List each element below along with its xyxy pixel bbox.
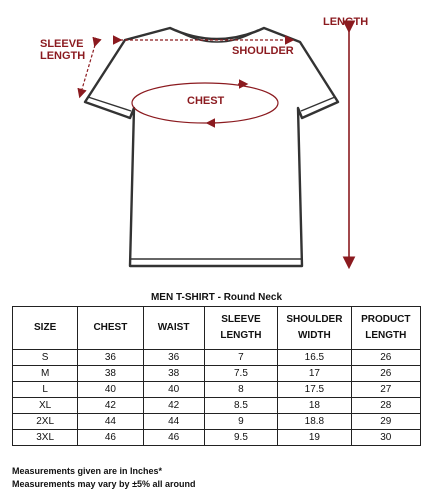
header-product-length <box>351 307 420 350</box>
table-cell: 16.5 <box>278 350 351 366</box>
table-cell: 8.5 <box>204 398 277 414</box>
header-text: LENGTH <box>220 330 262 341</box>
table-cell: 26 <box>351 350 420 366</box>
table-row <box>13 366 421 382</box>
sleeve-label-line1: SLEEVE <box>40 38 84 50</box>
table-cell: 18 <box>278 398 351 414</box>
length-label: LENGTH <box>323 16 369 28</box>
table-cell: 46 <box>78 430 143 446</box>
header-text: SHOULDER <box>286 314 343 325</box>
table-cell: 27 <box>351 382 420 398</box>
sleeve-length-label <box>40 38 85 62</box>
table-cell: 30 <box>351 430 420 446</box>
table-cell: 8 <box>204 382 277 398</box>
header-sleeve-length <box>204 307 277 350</box>
table-cell: XL <box>13 398 78 414</box>
header-text: SLEEVE <box>221 314 261 325</box>
table-cell: 40 <box>143 382 204 398</box>
table-row <box>13 350 421 366</box>
table-cell: 9.5 <box>204 430 277 446</box>
header-chest <box>78 307 143 350</box>
table-cell: 36 <box>143 350 204 366</box>
chest-label: CHEST <box>187 95 225 107</box>
table-cell: 38 <box>78 366 143 382</box>
table-cell: 26 <box>351 366 420 382</box>
table-cell: 9 <box>204 414 277 430</box>
table-cell: 36 <box>78 350 143 366</box>
table-cell: 18.8 <box>278 414 351 430</box>
table-cell: 7.5 <box>204 366 277 382</box>
table-title: MEN T-SHIRT - Round Neck <box>150 292 283 303</box>
sleeve-label-line2: LENGTH <box>40 50 86 62</box>
header-text: CHEST <box>93 322 128 333</box>
table-cell: 3XL <box>13 430 78 446</box>
table-cell: 42 <box>143 398 204 414</box>
table-cell: 17 <box>278 366 351 382</box>
measurement-note: Measurements given are in Inches* <box>12 466 163 476</box>
header-text: WAIST <box>157 322 190 333</box>
variance-note: Measurements may vary by ±5% all around <box>12 479 196 489</box>
tshirt-outline <box>85 28 338 266</box>
table-cell: 19 <box>278 430 351 446</box>
header-text: LENGTH <box>365 330 407 341</box>
table-cell: 40 <box>78 382 143 398</box>
table-cell: 44 <box>78 414 143 430</box>
table-cell: 17.5 <box>278 382 351 398</box>
header-size <box>13 307 78 350</box>
shoulder-label: SHOULDER <box>232 45 294 57</box>
table-row <box>13 430 421 446</box>
header-text: WIDTH <box>297 330 331 341</box>
table-cell: L <box>13 382 78 398</box>
table-cell: 46 <box>143 430 204 446</box>
table-cell: M <box>13 366 78 382</box>
header-text: PRODUCT <box>361 314 411 325</box>
table-header-row <box>13 307 421 350</box>
table-cell: 38 <box>143 366 204 382</box>
table-row <box>13 382 421 398</box>
header-shoulder-width <box>278 307 351 350</box>
table-row <box>13 414 421 430</box>
table-cell: 42 <box>78 398 143 414</box>
table-cell: 29 <box>351 414 420 430</box>
size-chart-table <box>12 306 421 446</box>
table-cell: 44 <box>143 414 204 430</box>
header-text: SIZE <box>34 322 57 333</box>
table-cell: 7 <box>204 350 277 366</box>
table-cell: 28 <box>351 398 420 414</box>
table-cell: 2XL <box>13 414 78 430</box>
table-cell: S <box>13 350 78 366</box>
header-waist <box>143 307 204 350</box>
table-row <box>13 398 421 414</box>
